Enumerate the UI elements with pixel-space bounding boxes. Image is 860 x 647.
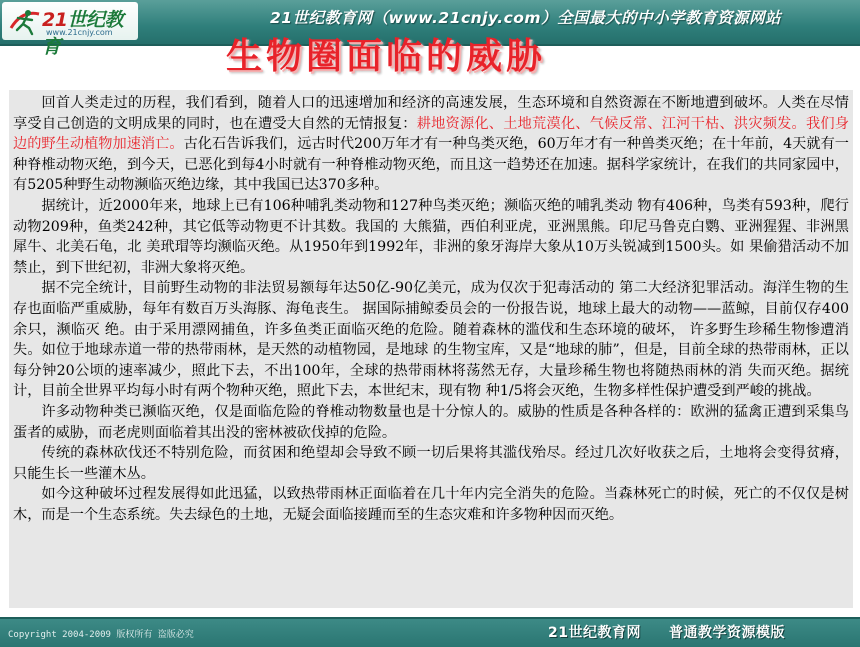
paragraph-3: 据不完全统计，目前野生动物的非法贸易额每年达50亿-90亿美元，成为仅次于犯毒活动的 第二大经济犯罪活动。海洋生物的生存也面临严重威胁，每年有数百万头海豚、海龟丧生。 据国际捕鲸委员会的一份报告说，地球上最大的动物——蓝鲸，目前仅存400余只，濒临灭 绝。由于采用漂网捕鱼，许多鱼类正面临灭绝的危险。随着森林的滥伐和生态环境的破坏， 许多野生珍稀生物惨遭消失。如位于地球赤道一带的热带雨林，是天然的动植物园，是地球 的生物宝库，又是“地球的肺”，但是，目前全球的热带雨林，正以每分钟20公顷的速率减少，照此下去，不出100年，全球的热带雨林将荡然无存，大量珍稀生物也将随热雨林的消 失而灭绝。据统计，目前全世界平均每小时有两个物种灭绝，照此下去，本世纪末，现有物 种1/5将会灭绝，生物多样性保护遭受到严峻的挑战。 (13, 280, 849, 400)
paragraph-2: 据统计，近2000年来，地球上已有106种哺乳类动物和127种鸟类灭绝；濒临灭绝的哺乳类动 物有406种，鸟类有593种，爬行动物209种，鱼类242种，其它低等动物更不计其数。我国的 大熊猫，西伯利亚虎，亚洲黑熊。印尼马鲁克白鹦、亚洲猩猩、非洲黑犀牛、北美石龟，北 美玳瑁等均濒临灭绝。从1950年到1992年，非洲的象牙海岸大象从10万头锐减到1500头。如 果偷猎活动不加禁止，到下世纪初，非洲大象将灭绝。 (13, 197, 849, 276)
footer-branding (548, 622, 785, 642)
logo-number: 21 (42, 9, 68, 31)
paragraph-1-highlight: 耕地资源化、土地荒漠化、气候反常、江河干枯、洪灾频发。我们身边的野生动植物加速消亡。 (13, 115, 849, 153)
content-panel (9, 90, 853, 608)
paragraph-4: 许多动物种类已濒临灭绝，仅是面临危险的脊椎动物数量也是十分惊人的。威胁的性质是各种各样的：欧洲的猛禽正遭到采集鸟蛋者的威胁，而老虎则面临着其出没的密林被砍伐掉的危险。 (13, 403, 849, 441)
copyright-text: Copyright 2004-2009 版权所有 盗版必究 (8, 630, 194, 640)
paragraph-1-text-b: 古化石告诉我们，远古时代200万年才有一种鸟类灭绝，60万年才有一种兽类灭绝；在十年前，4天就有一种脊椎动物灭绝，到今天，已恶化到每4小时就有一种脊椎动物灭绝，而且这一趋势还在加速。据科学家统计，在我们的共同家园中，有5205种野生动物濒临灭绝边缘，其中我国已达370多种。 (13, 136, 849, 194)
paragraph-1-text-a: 回首人类走过的历程，我们看到，随着人口的迅速增加和经济的高速发展，生态环境和自然资源在不断地遭到破坏。人类在尽情享受自己创造的文明成果的同时，也在遭受大自然的无情报复： (13, 95, 849, 132)
footer-site-name[interactable]: 21世纪教育网 (548, 625, 641, 641)
footer-template-name: 普通教学资源模版 (668, 625, 785, 641)
paragraph-1 (13, 93, 849, 196)
paragraph-6: 如今这种破坏过程发展得如此迅猛，以致热带雨林正面临着在几十年内完全消失的危险。当森林死亡的时候，死亡的不仅仅是树木，而是一个生态系统。失去绿色的土地，无疑会面临接踵而至的生态灾难和许多物种因而灭绝。 (13, 486, 849, 523)
banner-slogan: 21世纪教育网（www.21cnjy.com）全国最大的中小学教育资源网站 (270, 9, 782, 27)
footer-bar (0, 617, 860, 647)
logo-name: 世纪教育 (42, 9, 123, 58)
article-body (13, 93, 849, 525)
page-title: 生物圈面临的威胁 (226, 36, 547, 77)
paragraph-5: 传统的森林砍伐还不特别危险，而贫困和绝望却会导致不顾一切后果将其滥伐殆尽。经过几次好收获之后，土地将会变得贫瘠，只能生长一些灌木丛。 (13, 445, 849, 482)
runner-logo-icon (8, 6, 42, 36)
site-logo[interactable] (2, 2, 138, 58)
logo-url: www.21cnjy.com (46, 28, 113, 37)
